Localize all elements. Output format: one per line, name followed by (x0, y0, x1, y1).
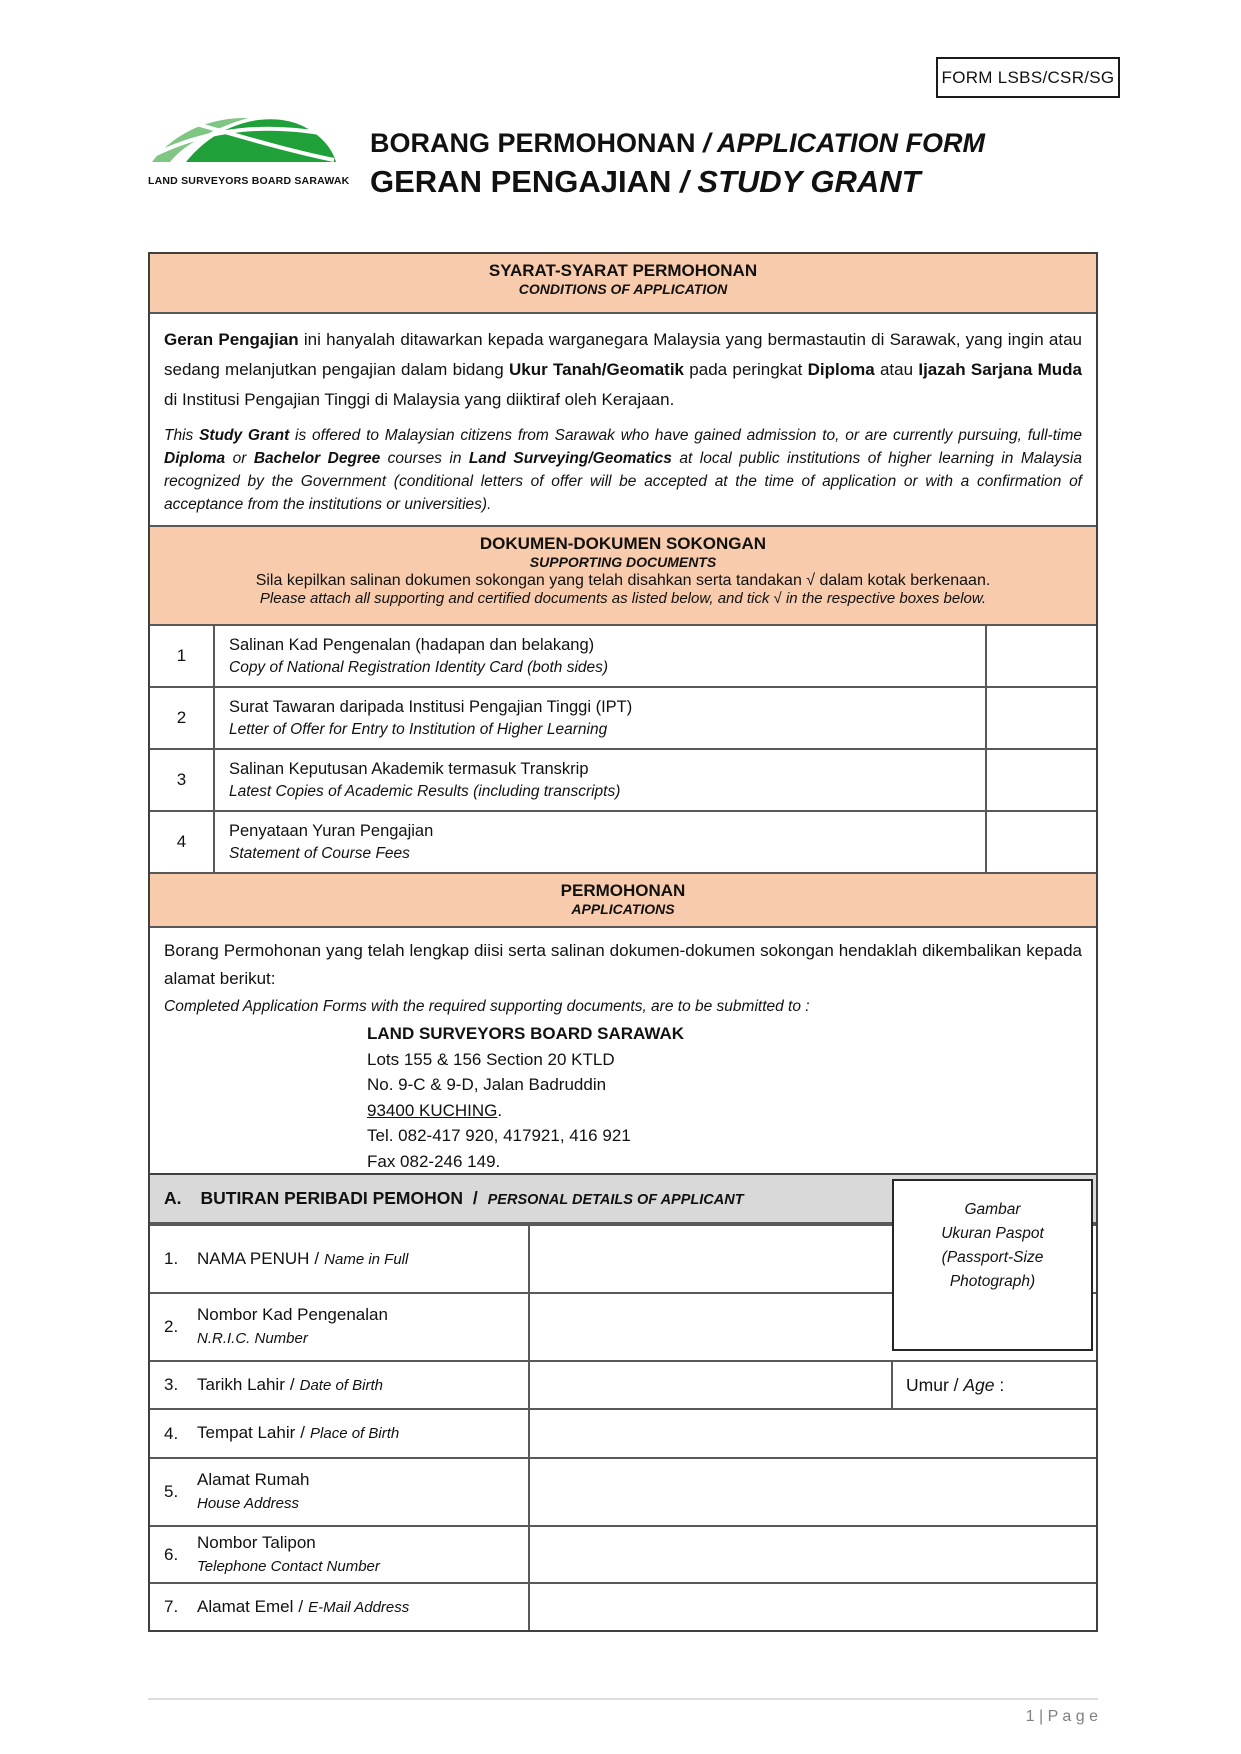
applications-title-en: APPLICATIONS (571, 901, 675, 917)
logo-icon (148, 112, 338, 168)
document-number: 4 (150, 812, 215, 872)
field-number: 3. (164, 1375, 179, 1394)
tick-box-cell-2[interactable] (985, 688, 1096, 748)
conditions-table (148, 252, 1098, 1186)
field-number: 4. (164, 1423, 179, 1443)
field-row-date-of-birth (150, 1360, 1096, 1408)
document-description: Penyataan Yuran Pengajian Statement of Course Fees (229, 822, 434, 862)
address-org-name: LAND SURVEYORS BOARD SARAWAK (367, 1024, 685, 1043)
field-number: 2. (164, 1317, 179, 1336)
form-code: FORM LSBS/CSR/SG (941, 67, 1115, 87)
section-a-title: BUTIRAN PERIBADI PEMOHON / PERSONAL DETAILS OF APPLICANT (200, 1188, 744, 1208)
address-city: 93400 KUCHING. (367, 1100, 503, 1120)
tick-box-cell-3[interactable] (985, 750, 1096, 810)
documents-title-my: DOKUMEN-DOKUMEN SOKONGAN (479, 534, 767, 553)
page-number: 1 | P a g e (1025, 1708, 1098, 1725)
document-description: Salinan Kad Pengenalan (hadapan dan belakang) Copy of National Registration Identity Card (both sides) (229, 636, 609, 676)
age-label: Umur / Age : (906, 1374, 1005, 1395)
logo (148, 112, 350, 187)
conditions-title-my: SYARAT-SYARAT PERMOHONAN (488, 261, 758, 280)
field-label: Nombor Kad Pengenalan N.R.I.C. Number (197, 1305, 388, 1347)
field-label: Tempat Lahir / Place of Birth (197, 1423, 400, 1442)
telephone-input-cell[interactable] (530, 1527, 1096, 1582)
document-row-3 (150, 748, 1096, 810)
document-number: 1 (150, 626, 215, 686)
field-label: Tarikh Lahir / Date of Birth (197, 1374, 383, 1394)
field-number: 7. (164, 1597, 179, 1616)
title-line-1: BORANG PERMOHONAN / APPLICATION FORM (370, 128, 986, 158)
tick-box-cell-1[interactable] (985, 626, 1096, 686)
field-row-place-of-birth (150, 1408, 1096, 1457)
title-line-2: GERAN PENGAJIAN / STUDY GRANT (370, 163, 921, 199)
form-title (370, 126, 985, 203)
applications-paragraph-english: Completed Application Forms with the required supporting documents, are to be submitted to : (164, 998, 810, 1015)
field-label: Alamat Rumah House Address (197, 1470, 310, 1512)
field-number: 1. (164, 1249, 179, 1268)
document-row-1 (150, 624, 1096, 686)
document-number: 2 (150, 688, 215, 748)
applications-title-my: PERMOHONAN (560, 881, 686, 900)
document-description: Surat Tawaran daripada Institusi Pengajian Tinggi (IPT) Letter of Offer for Entry to Institution of Higher Learning (229, 698, 633, 738)
house-address-input-cell[interactable] (530, 1459, 1096, 1525)
field-row-house-address (150, 1457, 1096, 1525)
tick-box-cell-4[interactable] (985, 812, 1096, 872)
address-tel: Tel. 082-417 920, 417921, 416 921 (367, 1126, 631, 1145)
supporting-documents-header (150, 525, 1096, 624)
form-code-box (936, 57, 1120, 98)
documents-title-en: SUPPORTING DOCUMENTS (529, 554, 717, 570)
conditions-paragraph-english: This Study Grant is offered to Malaysian citizens from Sarawak who have gained admission to, or are currently pursuing, full-time Diploma or Bachelor Degree courses in Land Surveying/Geomatics at local public institutions of higher learning in Malaysia recognized by the Government (conditional letters of offer will be accepted at the time of application or with a confirmation of acceptance from the institutions or universities). (164, 427, 1083, 513)
documents-note-en: Please attach all supporting and certified documents as listed below, and tick √ in the respective boxes below. (259, 590, 987, 607)
conditions-title-en: CONDITIONS OF APPLICATION (518, 281, 728, 297)
address-line-2: No. 9-C & 9-D, Jalan Badruddin (367, 1075, 607, 1094)
submission-address (367, 1021, 1082, 1174)
place-of-birth-input-cell[interactable] (530, 1410, 1096, 1457)
conditions-body (150, 312, 1096, 525)
field-label: Nombor Talipon Telephone Contact Number (197, 1532, 380, 1575)
email-input-cell[interactable] (530, 1584, 1096, 1630)
field-number: 6. (164, 1544, 179, 1564)
logo-caption: LAND SURVEYORS BOARD SARAWAK (148, 175, 350, 187)
field-row-email (150, 1582, 1096, 1630)
document-number: 3 (150, 750, 215, 810)
date-of-birth-input-cell[interactable] (530, 1362, 891, 1408)
applications-paragraph-malay: Borang Permohonan yang telah lengkap diisi serta salinan dokumen-dokumen sokongan hendaklah dikembalikan kepada alamat berikut: (164, 941, 1082, 988)
age-cell[interactable] (891, 1362, 1096, 1408)
field-number: 5. (164, 1482, 179, 1501)
applications-header (150, 872, 1096, 926)
documents-note-my: Sila kepilkan salinan dokumen sokongan yang telah disahkan serta tandakan √ dalam kotak berkenaan. (255, 572, 991, 589)
field-row-telephone (150, 1525, 1096, 1582)
section-a-label: A. (164, 1188, 182, 1208)
footer-divider (148, 1698, 1098, 1700)
conditions-paragraph-malay: Geran Pengajian ini hanyalah ditawarkan kepada warganegara Malaysia yang bermastautin di Sarawak, yang ingin atau sedang melanjutkan pengajian dalam bidang Ukur Tanah/Geomatik pada peringkat Diploma atau Ijazah Sarjana Muda di Institusi Pengajian Tinggi di Malaysia yang diiktiraf oleh Kerajaan. (164, 330, 1082, 409)
passport-photo-box[interactable]: Gambar Ukuran Paspot (Passport-Size Photograph) (892, 1179, 1093, 1351)
conditions-header (150, 254, 1096, 312)
document-description: Salinan Keputusan Akademik termasuk Transkrip Latest Copies of Academic Results (including transcripts) (229, 760, 621, 800)
applications-body (150, 926, 1096, 1184)
field-label: NAMA PENUH / Name in Full (197, 1248, 409, 1268)
document-row-2 (150, 686, 1096, 748)
field-label: Alamat Emel / E-Mail Address (197, 1596, 410, 1616)
address-fax: Fax 082-246 149. (367, 1151, 501, 1171)
document-row-4 (150, 810, 1096, 872)
address-line-1: Lots 155 & 156 Section 20 KTLD (367, 1049, 615, 1069)
